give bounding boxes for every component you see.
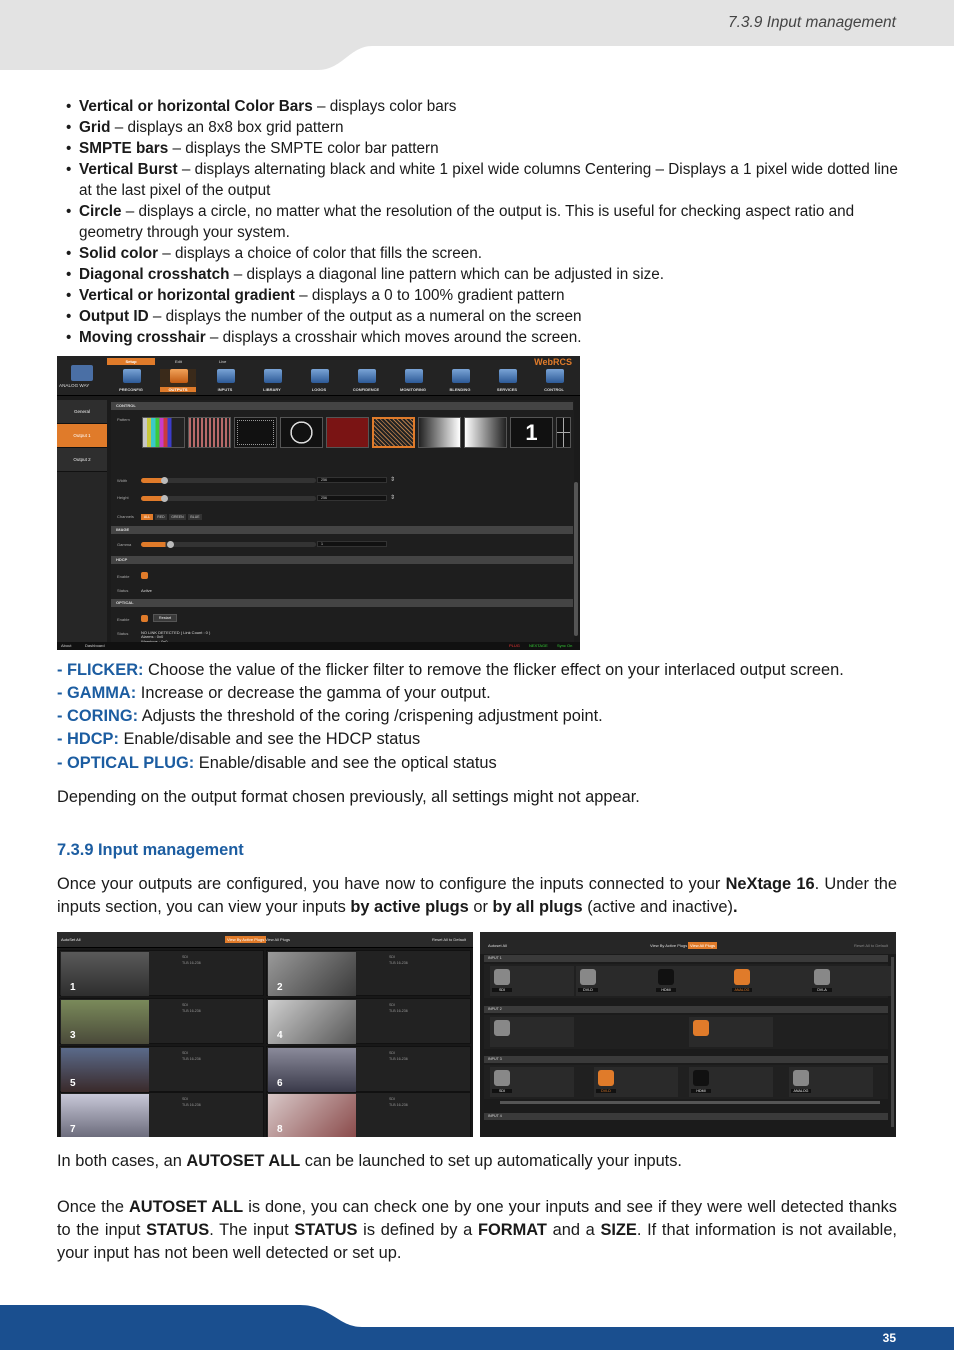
status-paragraph: Once the AUTOSET ALL is done, you can check one by one your inputs and see if they were well detected thanks to the input STATUS. The input STATUS is defined by a FORMAT and a SIZE. If that information is not available, your input has not been well detected or set up.	[57, 1198, 897, 1262]
width-slider[interactable]	[141, 478, 316, 483]
outputs-icon	[170, 369, 188, 383]
inputs-toolbar	[480, 932, 896, 954]
input-tile[interactable]: 6 SDI TLB 16-236	[266, 1046, 471, 1092]
plug-status: PLUG	[509, 643, 520, 648]
nav-blending[interactable]: BLENDING	[442, 369, 478, 395]
gamma-slider[interactable]	[141, 542, 316, 547]
device-status: NEXTAGE	[529, 643, 548, 648]
pattern-solid-color[interactable]	[326, 417, 369, 448]
input-3-plugs	[484, 1065, 888, 1099]
channels-label: Channels	[117, 514, 134, 519]
confidence-icon	[358, 369, 376, 383]
monitoring-icon	[405, 369, 423, 383]
scrollbar[interactable]	[574, 482, 578, 636]
inputs-icon	[217, 369, 235, 383]
nav-confidence[interactable]: CONFIDENCE	[348, 369, 384, 395]
page-header	[0, 0, 954, 70]
list-item: • Vertical or horizontal Color Bars – displays color bars	[66, 96, 898, 117]
image-section-header: IMAGE	[111, 526, 573, 534]
optical-status-value: NO LINK DETECTED ( Link Count : 0 ) Alarms : 0x0	[141, 630, 211, 640]
optical-status-label: Status	[117, 631, 129, 636]
width-input[interactable]: 256	[317, 477, 387, 483]
reset-all-button[interactable]: Reset All to Default	[432, 937, 467, 942]
pattern-label: Pattern	[117, 417, 130, 422]
analog-icon	[793, 1070, 809, 1086]
list-item: • Output ID – displays the number of the output as a numeral on the screen	[66, 306, 898, 327]
plug-dvi-d[interactable]	[689, 1017, 773, 1047]
plug-hdmi[interactable]: HDMI	[689, 1067, 773, 1097]
list-item: • Grid – displays an 8x8 box grid pattern	[66, 117, 898, 138]
input-3-header: INPUT 3	[484, 1056, 888, 1063]
sidebar-item-output-1[interactable]: Output 1	[57, 424, 107, 448]
control-section-header: CONTROL	[111, 402, 573, 410]
autoset-paragraph: In both cases, an AUTOSET ALL can be launched to set up automatically your inputs.	[57, 1152, 682, 1170]
input-4-header: INPUT 4	[484, 1113, 888, 1120]
nav-inputs[interactable]: INPUTS	[207, 369, 243, 395]
sync-status: Sync On	[557, 643, 573, 648]
list-item: • SMPTE bars – displays the SMPTE color bar pattern	[66, 138, 898, 159]
dashboard-link[interactable]: Dashboard	[85, 643, 105, 648]
plug-sdi[interactable]	[490, 1017, 574, 1047]
input-tile[interactable]: 3 SDI TLB 16-236	[59, 998, 264, 1044]
restart-button[interactable]: Restart	[153, 614, 177, 622]
analog-icon	[734, 969, 750, 985]
channel-green-button[interactable]: GREEN	[169, 514, 186, 520]
input-tile[interactable]: 7 SDI TLB 16-236	[59, 1092, 264, 1137]
channel-red-button[interactable]: RED	[155, 514, 167, 520]
input-tile[interactable]: 2 SDI TLB 16-236	[266, 950, 471, 996]
vertical-scrollbar[interactable]	[891, 957, 894, 1127]
library-icon	[264, 369, 282, 383]
stepper-arrows-icon[interactable]: ⇕	[390, 477, 396, 483]
input-2-plugs	[484, 1015, 888, 1049]
brand-name: ANALOG WAY	[59, 383, 90, 388]
pattern-circle[interactable]	[280, 417, 323, 448]
pattern-moving-crosshair[interactable]	[556, 417, 571, 448]
nav-monitoring[interactable]: MONITORING	[395, 369, 431, 395]
header-title: 7.3.9 Input management	[727, 14, 896, 31]
input-tile[interactable]: 5 SDI TLB 16-236	[59, 1046, 264, 1092]
gamma-label: Gamma	[117, 542, 132, 547]
optical-section-header: OPTICAL	[111, 599, 573, 607]
height-slider[interactable]	[141, 496, 316, 501]
pattern-centering[interactable]	[234, 417, 277, 448]
blending-icon	[452, 369, 470, 383]
dvi-d-icon	[693, 1020, 709, 1036]
inputs-by-active-plugs-screenshot	[57, 932, 473, 1137]
analog-way-logo-icon	[71, 365, 93, 381]
tab-edit[interactable]: Edit	[175, 359, 182, 364]
plug-analog[interactable]: ANALOG	[789, 1067, 873, 1097]
reset-all-button[interactable]: Reset All to Default	[854, 943, 889, 948]
about-link[interactable]: About	[61, 643, 72, 648]
channel-all-button[interactable]: ALL	[141, 514, 153, 520]
input-tile[interactable]: 4 SDI TLB 16-236	[266, 998, 471, 1044]
inputs-toolbar	[57, 932, 473, 948]
list-item: • Vertical or horizontal gradient – displays a 0 to 100% gradient pattern	[66, 285, 898, 306]
control-icon	[546, 369, 564, 383]
sdi-icon	[494, 1070, 510, 1086]
sidebar-item-output-2[interactable]: Output 2	[57, 448, 107, 472]
height-input[interactable]: 256	[317, 495, 387, 501]
services-icon	[499, 369, 517, 383]
dvi-d-icon	[598, 1070, 614, 1086]
plug-sdi[interactable]: SDI	[490, 1067, 574, 1097]
gamma-description: - GAMMA: Increase or decrease the gamma of your output.	[57, 684, 491, 702]
logos-icon	[311, 369, 329, 383]
stepper-arrows-icon[interactable]: ⇕	[390, 495, 396, 501]
hdcp-description: - HDCP: Enable/disable and see the HDCP status	[57, 730, 421, 748]
toolbar	[57, 356, 580, 396]
view-active-plugs-button[interactable]: View By Active Plugs	[227, 937, 265, 942]
slider-knob[interactable]	[161, 477, 168, 484]
pattern-gradient-reverse[interactable]	[464, 417, 507, 448]
output-sidebar	[57, 400, 107, 642]
tab-setup[interactable]: Setup	[107, 358, 155, 365]
hdcp-status-label: Status	[117, 588, 129, 593]
section-title: 7.3.9 Input management	[57, 841, 244, 859]
channel-blue-button[interactable]: BLUE	[188, 514, 202, 520]
pattern-list	[66, 96, 898, 348]
plug-dvi-d[interactable]: DVI-D	[576, 966, 660, 996]
optical-enable-checkbox[interactable]	[141, 615, 148, 622]
hdcp-enable-checkbox[interactable]	[141, 572, 148, 579]
input-tile[interactable]: 8 SDI TLB 16-236	[266, 1092, 471, 1137]
flicker-description: - FLICKER: Choose the value of the flicker filter to remove the flicker effect on your interlaced output screen.	[57, 661, 844, 679]
nav-logos[interactable]: LOGOS	[301, 369, 337, 395]
tab-live[interactable]: Live	[219, 359, 227, 364]
input-1-plugs	[484, 964, 888, 998]
inputs-by-all-plugs-screenshot	[480, 932, 896, 1137]
pattern-vertical-burst[interactable]	[188, 417, 231, 448]
output-settings-panel	[111, 400, 574, 642]
status-bar	[57, 642, 580, 650]
nav-library[interactable]: LIBRARY	[254, 369, 290, 395]
hdmi-icon	[693, 1070, 709, 1086]
view-all-plugs-button[interactable]: View All Plugs	[265, 937, 291, 942]
output-settings-screenshot	[57, 356, 580, 650]
hdcp-enable-label: Enable	[117, 574, 130, 579]
nav-control[interactable]: CONTROL	[536, 369, 572, 395]
nav-outputs[interactable]: OUTPUTS	[160, 369, 196, 395]
slider-knob[interactable]	[161, 495, 168, 502]
input-2-header: INPUT 2	[484, 1006, 888, 1013]
nav-preconfig[interactable]: PRECONFIG	[113, 369, 149, 395]
pattern-diagonal-crosshatch[interactable]	[372, 417, 415, 448]
intro-paragraph: Once your outputs are configured, you have now to configure the inputs connected to your NeXtage 16. Under the inputs section, you can view your inputs by active plugs or by all plugs (active and inactive).	[57, 875, 897, 916]
autoset-all-button[interactable]: AutoSet All	[61, 937, 81, 942]
optical-enable-label: Enable	[117, 617, 130, 622]
page-number: 35	[882, 1331, 896, 1345]
page-footer	[0, 1300, 954, 1350]
plug-sdi[interactable]: SDI	[490, 966, 574, 996]
dvi-d-icon	[580, 969, 596, 985]
list-item: • Vertical Burst – displays alternating black and white 1 pixel wide columns Centering – Displays a 1 pixel wide dotted line at the last pixel of the output	[66, 159, 898, 201]
input-1-header: INPUT 1	[484, 955, 888, 962]
sidebar-item-general[interactable]: General	[57, 400, 107, 424]
slider-knob[interactable]	[167, 541, 174, 548]
width-label: Width	[117, 478, 128, 483]
input-tile[interactable]: 1 SDI TLB 16-236	[59, 950, 264, 996]
height-label: Height	[117, 495, 129, 500]
pattern-horizontal-gradient[interactable]	[418, 417, 461, 448]
list-item: • Moving crosshair – displays a crosshair which moves around the screen.	[66, 327, 898, 348]
list-item: • Diagonal crosshatch – displays a diagonal line pattern which can be adjusted in size.	[66, 264, 898, 285]
view-all-plugs-button[interactable]: View All Plugs	[690, 943, 716, 948]
nav-services[interactable]: SERVICES	[489, 369, 525, 395]
hdcp-status-value: Active	[141, 588, 152, 593]
settings-note: Depending on the output format chosen previously, all settings might not appear.	[57, 788, 640, 806]
plug-dvi-a[interactable]: DVI-A	[810, 966, 894, 996]
preconfig-icon	[123, 369, 141, 383]
coring-description: - CORING: Adjusts the threshold of the coring /crispening adjustment point.	[57, 707, 603, 725]
dvi-a-icon	[814, 969, 830, 985]
sdi-icon	[494, 969, 510, 985]
pattern-output-id[interactable]: 1	[510, 417, 553, 448]
plug-analog[interactable]: ANALOG	[730, 966, 814, 996]
plug-hdmi[interactable]: HDMI	[654, 966, 738, 996]
autoset-all-button[interactable]: Autoset All	[488, 943, 507, 948]
list-item: • Circle – displays a circle, no matter what the resolution of the output is. This is useful for checking aspect ratio and geometry through your system.	[66, 201, 898, 243]
webrcs-logo: WebRCS	[534, 357, 572, 367]
optical-plug-description: - OPTICAL PLUG: Enable/disable and see the optical status	[57, 754, 497, 772]
hdmi-icon	[658, 969, 674, 985]
plug-dvi-d[interactable]: DVI-D	[594, 1067, 678, 1097]
hdcp-section-header: HDCP	[111, 556, 573, 564]
horizontal-scrollbar[interactable]	[500, 1101, 880, 1104]
gamma-input[interactable]: 1	[317, 541, 387, 547]
sdi-icon	[494, 1020, 510, 1036]
list-item: • Solid color – displays a choice of color that fills the screen.	[66, 243, 898, 264]
pattern-color-bars[interactable]	[142, 417, 185, 448]
view-active-plugs-button[interactable]: View By Active Plugs	[650, 943, 688, 948]
